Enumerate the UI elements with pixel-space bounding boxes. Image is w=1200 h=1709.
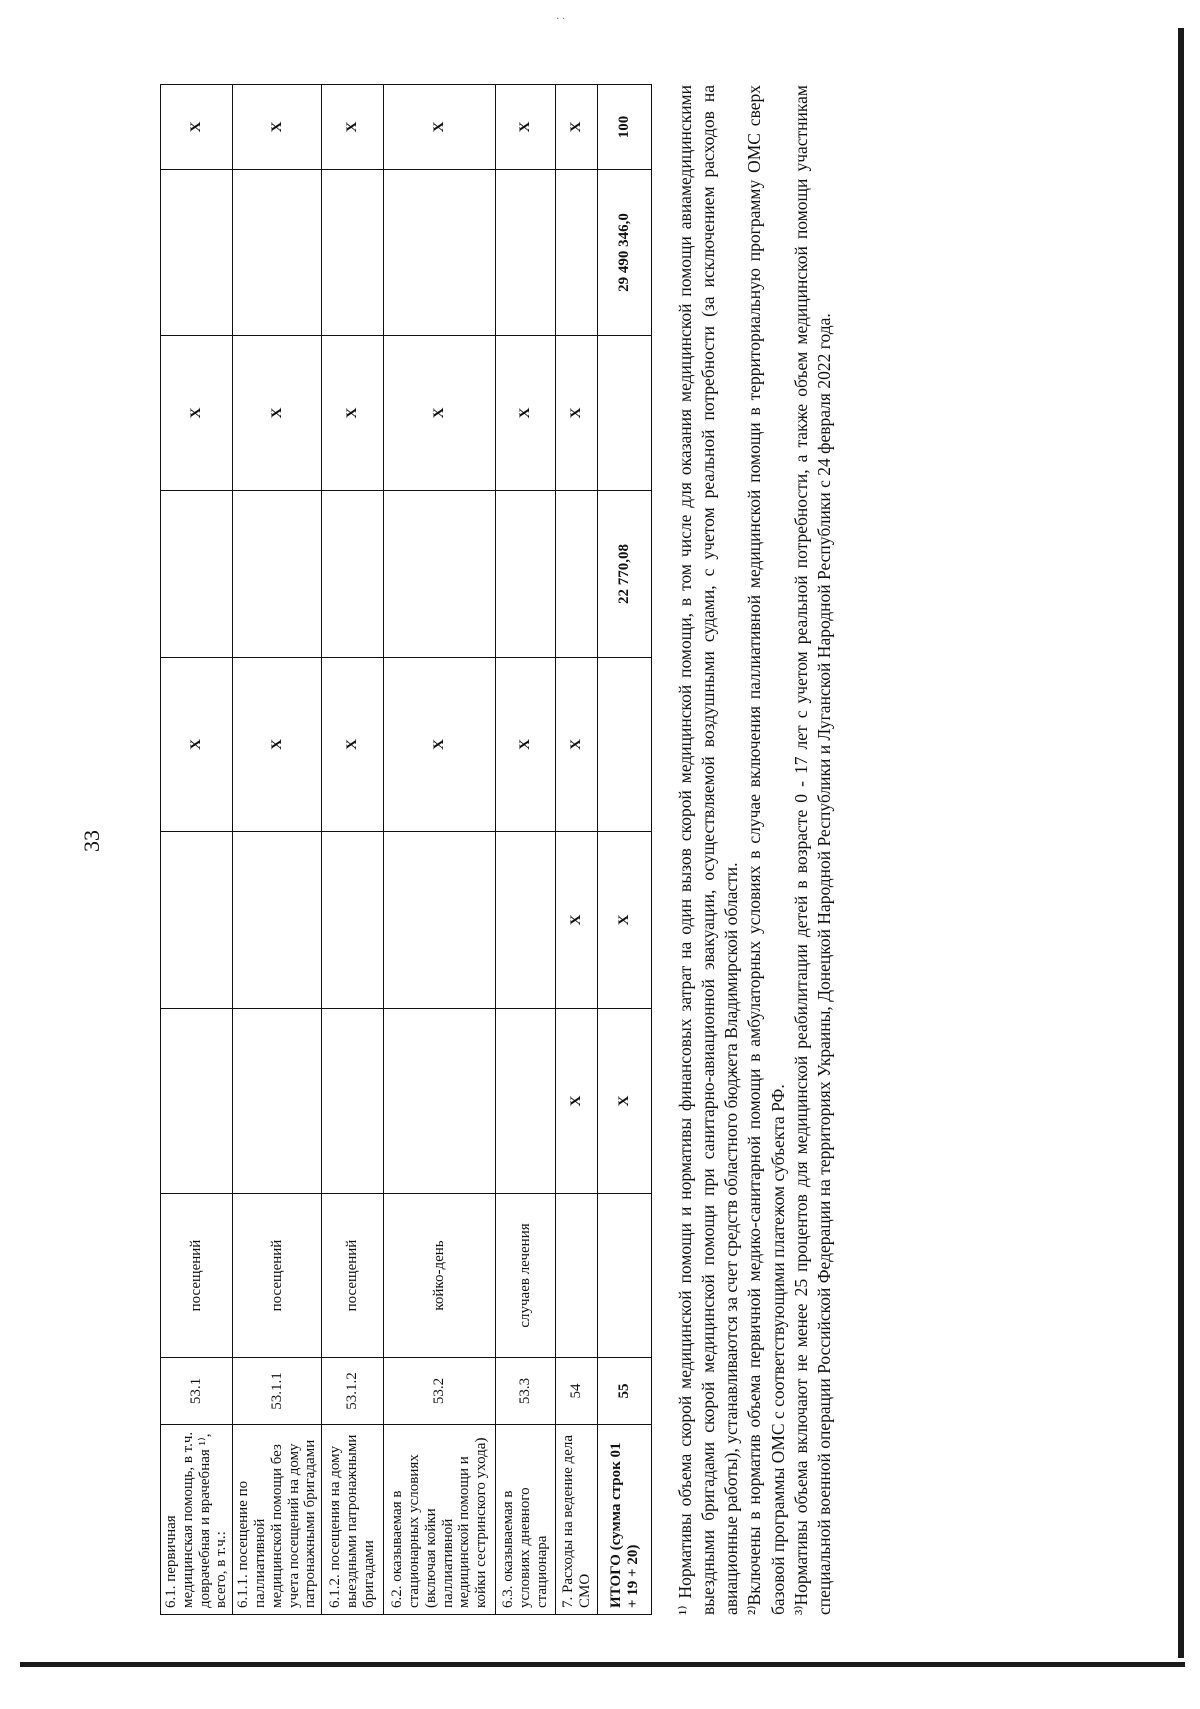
row-unit (556, 1194, 598, 1358)
row-name: 6.2. оказываемая в стационарных условиях (включая койки паллиативной медицинской помощи и койки сестринского ухода) (384, 1425, 496, 1615)
row-name: 6.1.2. посещения на дому выездными патронажными бригадами (322, 1425, 384, 1615)
row-number: 54 (556, 1358, 598, 1425)
cell: X (322, 658, 384, 832)
cell: X (233, 336, 322, 491)
cell (233, 832, 322, 1009)
cell (322, 832, 384, 1009)
cell: X (322, 85, 384, 170)
row-number: 55 (598, 1358, 652, 1425)
cell (161, 491, 233, 658)
cell (556, 170, 598, 336)
row-number: 53.2 (384, 1358, 496, 1425)
total-cost-cell: 22 770,08 (598, 491, 652, 658)
footnote-3: ³⁾Нормативы объема включают не менее 25 процентов для медицинской реабилитации детей в возрасте 0 - 17 лет с учетом реальной потребности, а также объем медицинской помощи участникам специальной военной операции Российской Федерации на территориях Украины, Донецкой Народной Республики и Луганской Народной Республики с 24 февраля 2022 года. (790, 85, 834, 1615)
cell: X (598, 1009, 652, 1194)
total-sum-cell: 29 490 346,0 (598, 170, 652, 336)
cell (496, 170, 556, 336)
cell (496, 832, 556, 1009)
row-unit: посещений (161, 1194, 233, 1358)
table-row-total (598, 85, 652, 1615)
cell: X (556, 1009, 598, 1194)
cell: X (161, 658, 233, 832)
cell (598, 336, 652, 491)
row-number: 53.1.2 (322, 1358, 384, 1425)
scan-edge-right (1178, 28, 1184, 1658)
cell: X (556, 658, 598, 832)
row-name: 6.3. оказываемая в условиях дневного стационара (496, 1425, 556, 1615)
table-row (384, 85, 496, 1615)
cell (384, 491, 496, 658)
cell (556, 491, 598, 658)
cell (322, 491, 384, 658)
table-row (496, 85, 556, 1615)
cell (384, 170, 496, 336)
cell (233, 1009, 322, 1194)
scan-speck: · · (556, 14, 566, 25)
cell (322, 1009, 384, 1194)
cell: X (556, 832, 598, 1009)
cell (496, 1009, 556, 1194)
cell: X (384, 336, 496, 491)
row-name: 6.1. первичная медицинская помощь, в т.ч. доврачебная и врачебная ¹⁾, всего, в т.ч.: (161, 1425, 233, 1615)
cell (233, 491, 322, 658)
cell: X (556, 336, 598, 491)
cell (233, 170, 322, 336)
cell: X (496, 85, 556, 170)
table-row (233, 85, 322, 1615)
table-row (556, 85, 598, 1615)
cell: X (496, 336, 556, 491)
cell: X (556, 85, 598, 170)
cell: X (496, 658, 556, 832)
total-percent-cell: 100 (598, 85, 652, 170)
footnote-2: ²⁾Включены в норматив объема первичной медико-санитарной помощи в амбулаторных условиях в случае включения паллиативной медицинской помощи в территориальную программу ОМС сверх базовой программы ОМС с соответствующими платежом субъекта РФ. (744, 85, 788, 1615)
cell (161, 170, 233, 336)
cell (384, 1009, 496, 1194)
row-unit: посещений (322, 1194, 384, 1358)
row-unit: койко-день (384, 1194, 496, 1358)
cell: X (233, 85, 322, 170)
data-table (160, 84, 652, 1615)
page-number: 33 (79, 830, 104, 852)
cell: X (384, 85, 496, 170)
table-row (322, 85, 384, 1615)
cell (322, 170, 384, 336)
cell (598, 658, 652, 832)
row-unit: случаев лечения (496, 1194, 556, 1358)
table-row (161, 85, 233, 1615)
row-number: 53.1 (161, 1358, 233, 1425)
cell: X (598, 832, 652, 1009)
row-number: 53.1.1 (233, 1358, 322, 1425)
row-unit: посещений (233, 1194, 322, 1358)
cell (496, 491, 556, 658)
cell (161, 1009, 233, 1194)
cell: X (384, 658, 496, 832)
row-number: 53.3 (496, 1358, 556, 1425)
row-unit (598, 1194, 652, 1358)
row-name: 7. Расходы на ведение дела СМО (556, 1425, 598, 1615)
cell (161, 832, 233, 1009)
rotated-content (160, 85, 1160, 1615)
cell: X (322, 336, 384, 491)
cell: X (161, 85, 233, 170)
row-name: ИТОГО (сумма строк 01 + 19 + 20) (598, 1425, 652, 1615)
cell: X (233, 658, 322, 832)
footnotes (674, 85, 836, 1615)
scan-edge-bottom (20, 1662, 1185, 1667)
cell: X (161, 336, 233, 491)
cell (384, 832, 496, 1009)
row-name: 6.1.1. посещение по паллиативной медицинской помощи без учета посещений на дому патронажными бригадами (233, 1425, 322, 1615)
footnote-1: ¹⁾ Нормативы объема скорой медицинской помощи и нормативы финансовых затрат на один вызов скорой медицинской помощи, в том числе для оказания медицинской помощи авиамедицинскими выездными бригадами скорой медицинской помощи при санитарно-авиационной эвакуации, осуществляемой воздушными судами, с учетом реальной потребности (за исключением расходов на авиационные работы), устанавливаются за счет средств областного бюджета Владимирской области. (675, 85, 742, 1615)
